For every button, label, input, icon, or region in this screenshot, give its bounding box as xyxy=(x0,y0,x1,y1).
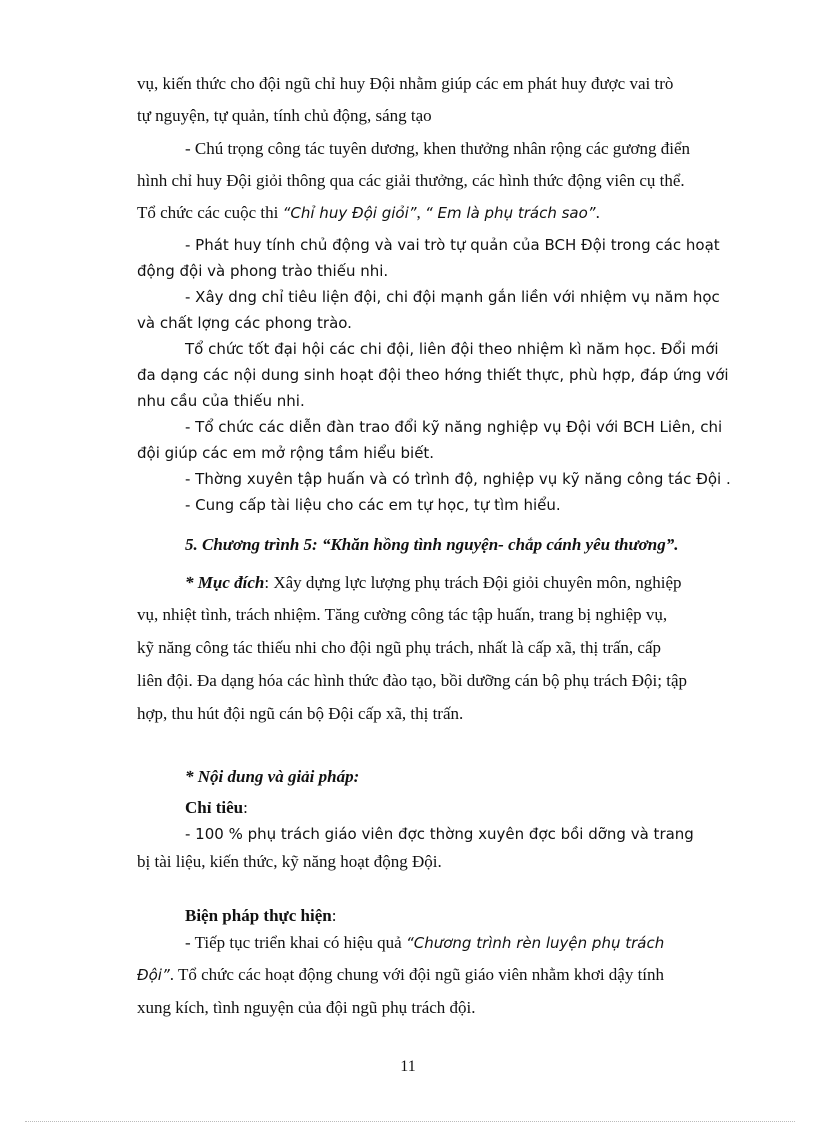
text-line: - Cung cấp tài liệu cho các em tự học, tự tìm hiểu. xyxy=(185,496,561,514)
text-segment: . xyxy=(595,203,600,222)
text-line: hợp, thu hút đội ngũ cán bộ Đội cấp xã, thị trấn. xyxy=(137,704,464,723)
text-line xyxy=(185,933,664,953)
text-line xyxy=(137,965,664,985)
text-segment: Tổ chức các cuộc thi xyxy=(137,203,283,222)
quoted-title: “ Em là phụ trách sao” xyxy=(425,204,596,222)
text-line: và chất lợng các phong trào. xyxy=(137,314,352,332)
text-line: Tổ chức tốt đại hội các chi đội, liên đội theo nhiệm kì năm học. Đổi mới xyxy=(185,340,719,358)
text-line: kỹ năng công tác thiếu nhi cho đội ngũ phụ trách, nhất là cấp xã, thị trấn, cấp xyxy=(137,638,662,657)
text-line: - Xây dng chỉ tiêu liện đội, chi đội mạnh gắn liền với nhiệm vụ năm học xyxy=(185,288,720,306)
text-line: - Chú trọng công tác tuyên dương, khen thưởng nhân rộng các gương điển xyxy=(185,139,691,158)
quoted-title: Đội” xyxy=(137,966,170,984)
subsection-heading: * Nội dung và giải pháp: xyxy=(185,767,360,786)
text-line xyxy=(185,798,248,818)
text-segment: . Tổ chức các hoạt động chung với đội ngũ giáo viên nhằm khơi dậy tính xyxy=(169,965,665,984)
text-line: - 100 % phụ trách giáo viên đợc thờng xuyên đợc bồi dỡng và trang xyxy=(185,825,694,843)
text-line xyxy=(137,74,757,94)
text-line: - Thờng xuyên tập huấn và có trình độ, nghiệp vụ kỹ năng công tác Đội . xyxy=(185,470,731,488)
text-line: đa dạng các nội dung sinh hoạt đội theo hớng thiết thực, phù hợp, đáp ứng với xyxy=(137,366,729,384)
text-line: đội giúp các em mở rộng tầm hiểu biết. xyxy=(137,444,435,462)
text-segment: - Tiếp tục triển khai có hiệu quả xyxy=(185,933,406,952)
label-purpose: * Mục đích xyxy=(185,573,265,592)
text-line xyxy=(185,906,336,926)
text-segment: vụ, kiến thức cho đội ngũ chỉ huy Đội nhằm giúp các em phát huy được vai trò xyxy=(137,74,674,93)
text-line: tự nguyện, tự quản, tính chủ động, sáng tạo xyxy=(137,106,432,125)
page-number: 11 xyxy=(400,1058,416,1075)
page-border-dots xyxy=(25,1121,795,1122)
label-measures: Biện pháp thực hiện xyxy=(185,906,332,925)
text-line: - Phát huy tính chủ động và vai trò tự quản của BCH Đội trong các hoạt xyxy=(185,236,720,254)
text-segment: : xyxy=(331,906,337,925)
text-segment: , xyxy=(416,203,426,222)
text-line: hình chỉ huy Đội giỏi thông qua các giải thưởng, các hình thức động viên cụ thể. xyxy=(137,171,685,190)
text-line: động đội và phong trào thiếu nhi. xyxy=(137,262,389,280)
text-line: liên đội. Đa dạng hóa các hình thức đào tạo, bồi dưỡng cán bộ phụ trách Đội; tập xyxy=(137,671,688,690)
text-line xyxy=(137,203,600,223)
text-line: xung kích, tình nguyện của đội ngũ phụ trách đội. xyxy=(137,998,476,1017)
text-segment: : Xây dựng lực lượng phụ trách Đội giỏi chuyên môn, nghiệp xyxy=(264,573,682,592)
text-line: bị tài liệu, kiến thức, kỹ năng hoạt động Đội. xyxy=(137,852,442,871)
quoted-title: “Chương trình rèn luyện phụ trách xyxy=(405,934,665,952)
text-line: - Tổ chức các diễn đàn trao đổi kỹ năng nghiệp vụ Đội với BCH Liên, chi xyxy=(185,418,723,436)
text-segment: : xyxy=(243,798,248,817)
section-heading: 5. Chương trình 5: “Khăn hồng tình nguyện- chắp cánh yêu thương”. xyxy=(185,535,679,554)
text-line xyxy=(185,573,682,593)
text-line: vụ, nhiệt tình, trách nhiệm. Tăng cường công tác tập huấn, trang bị nghiệp vụ, xyxy=(137,605,668,624)
text-line: nhu cầu của thiếu nhi. xyxy=(137,392,305,410)
quoted-title: “Chỉ huy Đội giỏi” xyxy=(282,204,417,222)
label-targets: Chỉ tiêu xyxy=(185,798,244,817)
